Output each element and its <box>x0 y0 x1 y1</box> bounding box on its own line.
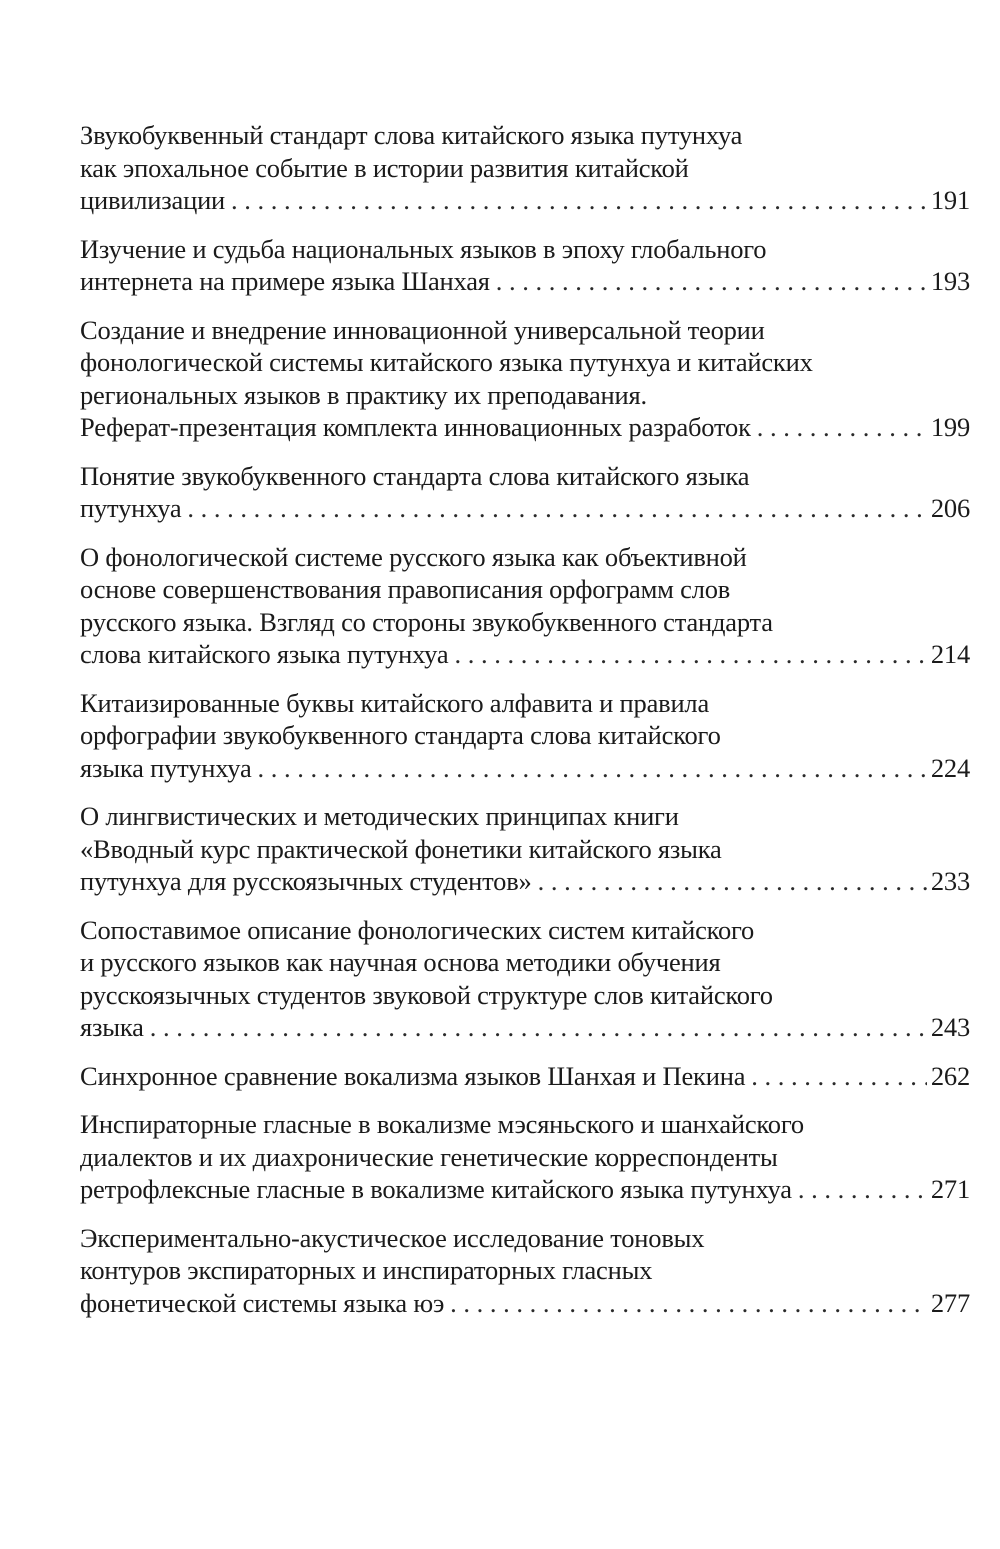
toc-entry-title-line: Изучение и судьба национальных языков в эпоху глобального <box>80 233 767 264</box>
toc-entry-last-line <box>80 1060 970 1093</box>
toc-entry-title-line: О фонологической системе русского языка как объективной <box>80 541 747 572</box>
toc-page-number: 224 <box>930 752 970 783</box>
toc-page-number: 243 <box>930 1012 970 1042</box>
toc-entry-title-line: Сопоставимое описание фонологических систем китайского <box>80 914 755 945</box>
toc-entry-title-line: фонологической системы китайского языка путунхуа и китайских <box>80 347 813 377</box>
toc-entry[interactable] <box>80 1060 970 1093</box>
toc-entry-last-line <box>80 1173 970 1206</box>
toc-entry-title-line: Создание и внедрение инновационной универсальной теории <box>80 314 765 345</box>
toc-page-number: 193 <box>930 266 970 296</box>
dot-leader <box>757 411 927 444</box>
toc-page-number: 271 <box>930 1174 970 1204</box>
toc-entry-title-line: русскоязычных студентов звуковой структуре слов китайского <box>80 979 773 1010</box>
toc-entry-title-line: Китаизированные буквы китайского алфавита и правила <box>80 687 710 718</box>
toc-entry-last-line <box>80 265 970 298</box>
toc-entry[interactable] <box>80 914 970 1044</box>
toc-page-number: 214 <box>930 639 970 669</box>
toc-entry-title-line: Понятие звукобуквенного стандарта слова китайского языка <box>80 460 750 491</box>
toc-entry[interactable] <box>80 119 970 217</box>
toc-entry-last-line <box>80 1287 970 1320</box>
dot-leader <box>187 492 926 525</box>
toc-entry[interactable] <box>80 233 970 298</box>
dot-leader <box>231 184 927 217</box>
toc-entry-title-line: «Вводный курс практической фонетики китайского языка <box>80 833 722 864</box>
toc-entry[interactable] <box>80 1222 970 1320</box>
toc-entry-title-line: цивилизации <box>80 185 226 215</box>
toc-page-number: 277 <box>930 1287 970 1318</box>
toc-page-number: 262 <box>930 1060 970 1091</box>
toc-entry-title-line: основе совершенствования правописания орфограмм слов <box>80 574 731 604</box>
toc-entry-title-line: языка путунхуа <box>80 752 252 783</box>
dot-leader <box>496 265 927 298</box>
toc-entry-title-line: диалектов и их диахронические генетические корреспонденты <box>80 1141 778 1172</box>
dot-leader <box>150 1011 927 1044</box>
dot-leader <box>454 638 926 671</box>
toc-entry-title-line: Синхронное сравнение вокализма языков Шанхая и Пекина <box>80 1060 746 1091</box>
toc-entry-last-line <box>80 411 970 444</box>
dot-leader <box>751 1060 927 1093</box>
toc-entry-last-line <box>80 865 970 898</box>
toc-entry-title-line: Звукобуквенный стандарт слова китайского языка путунхуа <box>80 120 743 150</box>
toc-entry[interactable] <box>80 460 970 525</box>
toc-entry-title-line: как эпохальное событие в истории развития китайской <box>80 152 689 183</box>
toc-page-number: 206 <box>930 493 970 523</box>
toc-entry-title-line: русского языка. Взгляд со стороны звукобуквенного стандарта <box>80 606 773 637</box>
toc-entry-last-line <box>80 638 970 671</box>
toc-entry-title-line: региональных языков в практику их преподавания. <box>80 379 647 410</box>
dot-leader <box>538 865 927 898</box>
table-of-contents <box>80 119 970 1335</box>
toc-page-number: 199 <box>930 412 970 442</box>
toc-entry-last-line <box>80 492 970 525</box>
toc-entry-title-line: путунхуа <box>80 493 182 523</box>
toc-entry-title-line: О лингвистических и методических принципах книги <box>80 801 679 831</box>
toc-entry-title-line: путунхуа для русскоязычных студентов» <box>80 866 532 896</box>
toc-entry-title-line: орфографии звукобуквенного стандарта слова китайского <box>80 720 721 750</box>
toc-entry[interactable] <box>80 1108 970 1206</box>
toc-page-number: 233 <box>930 866 970 896</box>
toc-entry-last-line <box>80 752 970 785</box>
dot-leader <box>798 1173 927 1206</box>
toc-entry-title-line: Экспериментально-акустическое исследование тоновых <box>80 1222 705 1253</box>
toc-entry-title-line: интернета на примере языка Шанхая <box>80 266 490 296</box>
toc-entry-title-line: Реферат-презентация комплекта инновационных разработок <box>80 412 751 442</box>
toc-entry-title-line: ретрофлексные гласные в вокализме китайского языка путунхуа <box>80 1174 792 1204</box>
toc-entry-title-line: слова китайского языка путунхуа <box>80 639 449 669</box>
toc-entry-title-line: языка <box>80 1012 144 1042</box>
toc-entry[interactable] <box>80 314 970 444</box>
toc-page-number: 191 <box>930 185 970 215</box>
toc-entry-title-line: контуров экспираторных и инспираторных гласных <box>80 1255 653 1285</box>
toc-entry-title-line: и русского языков как научная основа методики обучения <box>80 947 721 977</box>
toc-entry-title-line: фонетической системы языка юэ <box>80 1287 445 1318</box>
toc-entry[interactable] <box>80 541 970 671</box>
toc-entry[interactable] <box>80 687 970 785</box>
toc-entry-last-line <box>80 1011 970 1044</box>
dot-leader <box>450 1287 927 1320</box>
dot-leader <box>258 752 927 785</box>
toc-entry[interactable] <box>80 800 970 898</box>
toc-entry-title-line: Инспираторные гласные в вокализме мэсяньского и шанхайского <box>80 1109 804 1139</box>
toc-entry-last-line <box>80 184 970 217</box>
